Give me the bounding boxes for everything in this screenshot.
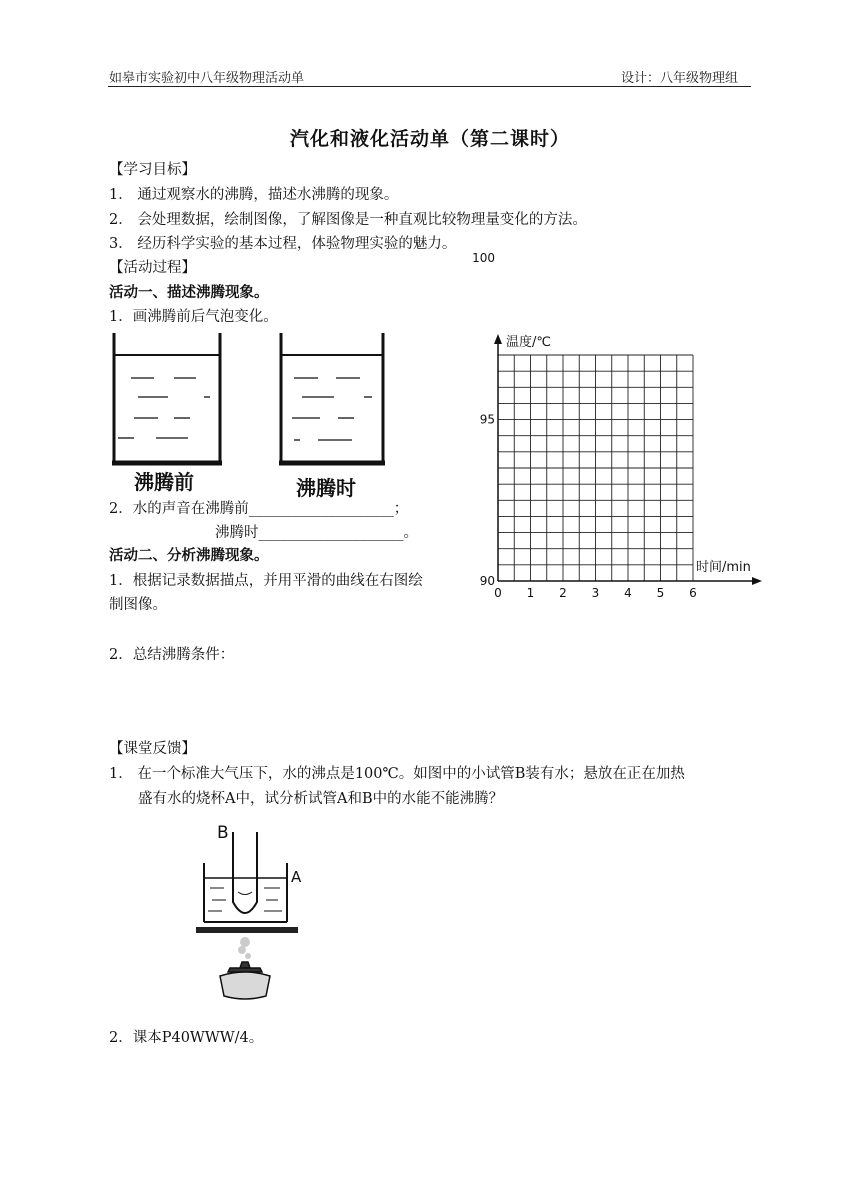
beaker-during-label: 沸腾时 [296,476,356,500]
header-rule [108,86,751,87]
tube-b-label: B [217,823,229,843]
goal-item: 1． 通过观察水的沸腾，描述水沸腾的现象。 [109,187,399,203]
alcohol-lamp [220,962,270,999]
feedback-q1-line1: 1． 在一个标准大气压下，水的沸点是100℃。如图中的小试管B装有水；悬放在正在加热 [109,766,685,782]
feedback-q2: 2．课本P40WWW/4。 [109,1030,264,1046]
x-tick-label: 4 [624,586,632,600]
activity1-q2-line2: 沸腾时____________________。 [215,525,418,541]
x-tick-label: 6 [689,586,697,600]
wire-gauze [196,927,298,933]
temperature-time-chart [466,251,776,605]
beaker-before [112,333,222,463]
y-tick-label: 90 [479,574,495,588]
chart-xlabel: 时间/min [696,560,751,575]
goals-heading: 【学习目标】 [109,162,196,178]
activity1-title: 活动一、描述沸腾现象。 [109,284,269,301]
goal-item: 2． 会处理数据，绘制图像，了解图像是一种直观比较物理量变化的方法。 [109,212,587,228]
goal-item: 3． 经历科学实验的基本过程，体验物理实验的魅力。 [109,236,457,252]
activity2-title: 活动二、分析沸腾现象。 [109,547,269,564]
activity2-q1-line2: 制图像。 [109,597,167,613]
feedback-q1-line2: 盛有水的烧杯A中，试分析试管A和B中的水能不能沸腾？ [138,791,504,807]
x-tick-label: 3 [591,586,600,600]
y-tick-label: 100 [472,251,495,266]
beaker-during [279,333,385,463]
chart-grid [498,355,693,581]
activity1-q2-line1: 2．水的声音在沸腾前____________________； [109,501,409,517]
header-right: 设计：八年级物理组 [621,71,739,86]
feedback-heading: 【课堂反馈】 [109,741,196,757]
x-tick-label: 2 [559,586,567,600]
header-left: 如皋市实验初中八年级物理活动单 [109,71,305,86]
page-title: 汽化和液化活动单（第二课时） [289,128,570,150]
process-heading: 【活动过程】 [109,260,196,276]
x-tick-label: 5 [656,586,665,600]
beaker-before-label: 沸腾前 [134,470,194,494]
chart-ylabel: 温度/℃ [506,335,551,350]
x-tick-label: 1 [526,586,535,600]
activity2-q2: 2．总结沸腾条件： [109,647,235,663]
x-tick-label: 0 [494,586,502,600]
activity2-q1-line1: 1．根据记录数据描点，并用平滑的曲线在右图绘 [109,573,423,589]
test-tube-apparatus [190,818,320,1008]
activity1-q1: 1．画沸腾前后气泡变化。 [109,309,278,325]
y-tick-label: 95 [479,412,495,427]
beaker-a-label: A [291,868,302,886]
